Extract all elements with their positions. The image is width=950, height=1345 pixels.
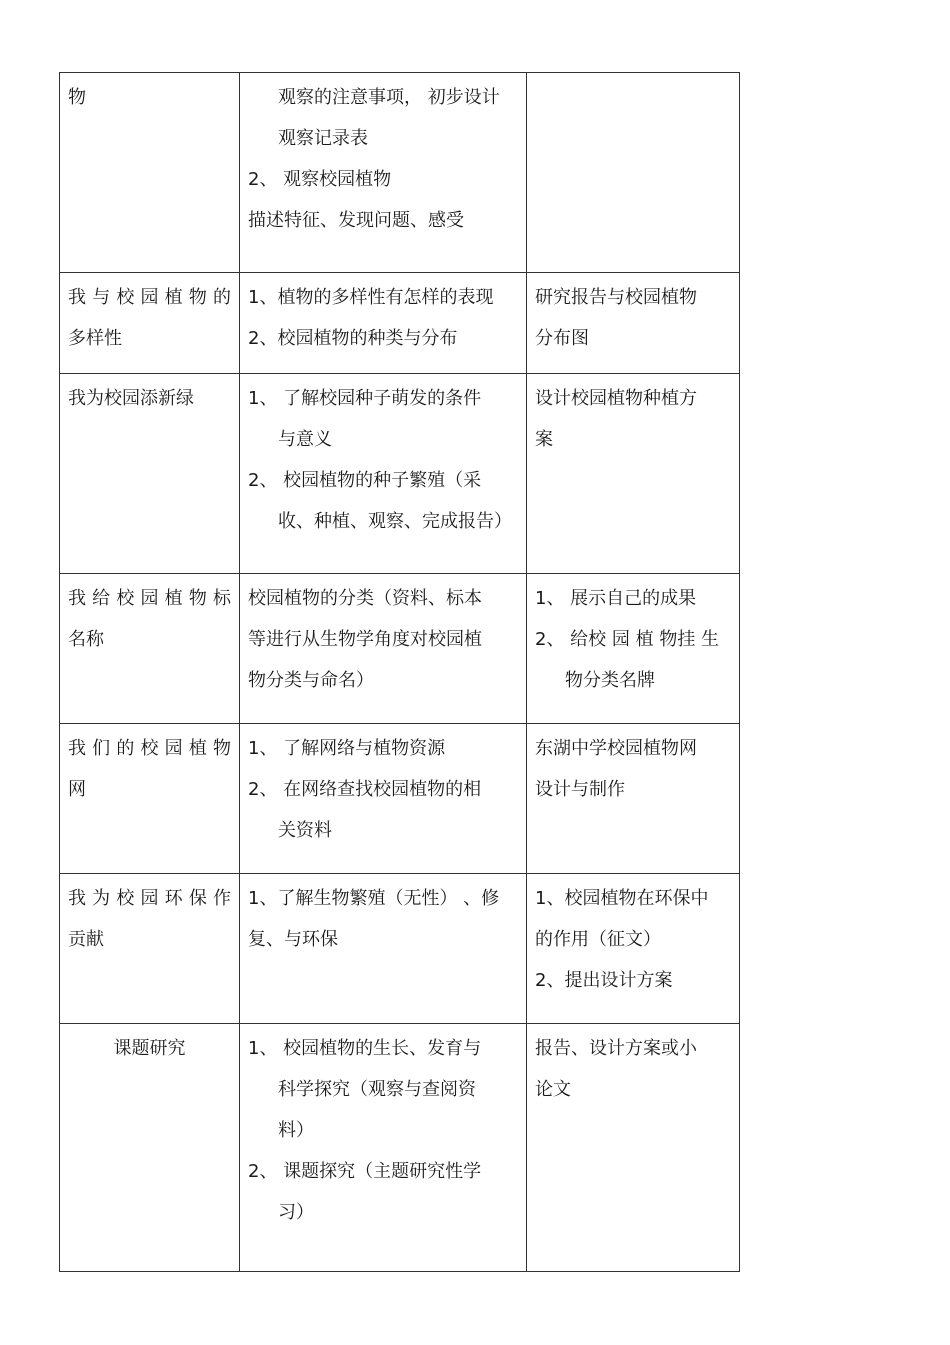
- topic-line: 多样性: [68, 328, 122, 349]
- content-line: 物分类与命名）: [248, 670, 374, 691]
- result-cell: [527, 574, 740, 724]
- content-line: 关资料: [278, 820, 332, 841]
- topic-line: 我与校园植物的: [68, 287, 231, 308]
- table-row: [60, 374, 740, 574]
- content-line: 观察的注意事项， 初步设计: [278, 87, 500, 108]
- topic-line: 课题研究: [113, 1038, 186, 1059]
- content-line: 2、校园植物的种类与分布: [248, 328, 458, 349]
- content-line: 2、 校园植物的种子繁殖（采: [248, 470, 482, 491]
- result-line: 的作用（征文）: [535, 929, 661, 950]
- result-line: 论文: [535, 1079, 571, 1100]
- result-line: 物分类名牌: [565, 670, 655, 691]
- topic-line: 网: [68, 779, 86, 800]
- topic-cell: [60, 73, 240, 273]
- content-line: 复、与环保: [248, 929, 338, 950]
- result-cell: [527, 374, 740, 574]
- plan-table: [59, 72, 740, 1272]
- topic-cell: [60, 1024, 240, 1272]
- result-line: 分布图: [535, 328, 589, 349]
- topic-cell: [60, 374, 240, 574]
- content-line: 习）: [278, 1202, 314, 1223]
- result-line: 案: [535, 429, 553, 450]
- result-line: 报告、设计方案或小: [535, 1038, 697, 1059]
- result-cell: [527, 1024, 740, 1272]
- topic-cell: [60, 273, 240, 374]
- content-line: 观察记录表: [278, 128, 368, 149]
- result-cell: [527, 273, 740, 374]
- content-line: 1、 了解网络与植物资源: [248, 738, 446, 759]
- result-line: 东湖中学校园植物网: [535, 738, 697, 759]
- result-cell: [527, 874, 740, 1024]
- topic-line: 名称: [68, 629, 104, 650]
- content-line: 2、 观察校园植物: [248, 169, 392, 190]
- content-line: 2、 在网络查找校园植物的相: [248, 779, 482, 800]
- result-line: 设计与制作: [535, 779, 625, 800]
- topic-line: 贡献: [68, 929, 104, 950]
- table-row: [60, 1024, 740, 1272]
- result-cell: [527, 724, 740, 874]
- topic-line: 物: [68, 87, 86, 108]
- content-cell: [240, 374, 527, 574]
- content-line: 收、种植、观察、完成报告）: [278, 511, 512, 532]
- content-line: 1、植物的多样性有怎样的表现: [248, 287, 494, 308]
- result-line: 1、校园植物在环保中: [535, 888, 709, 909]
- topic-line: 我为校园添新绿: [68, 388, 194, 409]
- table-row: [60, 574, 740, 724]
- content-line: 与意义: [278, 429, 332, 450]
- content-line: 校园植物的分类（资料、标本: [248, 588, 482, 609]
- table-row: [60, 73, 740, 273]
- content-line: 2、 课题探究（主题研究性学: [248, 1161, 482, 1182]
- content-line: 料）: [278, 1120, 314, 1141]
- content-line: 科学探究（观察与查阅资: [278, 1079, 476, 1100]
- topic-line: 我给校园植物标: [68, 588, 231, 609]
- content-line: 描述特征、发现问题、感受: [248, 210, 464, 231]
- table-row: [60, 724, 740, 874]
- result-line: 2、提出设计方案: [535, 970, 673, 991]
- topic-line: 我为校园环保作: [68, 888, 231, 909]
- result-cell: [527, 73, 740, 273]
- content-cell: [240, 874, 527, 1024]
- content-line: 等进行从生物学角度对校园植: [248, 629, 482, 650]
- topic-cell: [60, 724, 240, 874]
- content-cell: [240, 1024, 527, 1272]
- content-cell: [240, 574, 527, 724]
- content-line: 1、 校园植物的生长、发育与: [248, 1038, 482, 1059]
- table-row: [60, 273, 740, 374]
- result-line: 2、 给校 园 植 物挂 生: [535, 629, 720, 650]
- result-line: 研究报告与校园植物: [535, 287, 697, 308]
- result-line: 1、 展示自己的成果: [535, 588, 697, 609]
- content-cell: [240, 724, 527, 874]
- table-row: [60, 874, 740, 1024]
- content-cell: [240, 273, 527, 374]
- topic-cell: [60, 874, 240, 1024]
- content-line: 1、了解生物繁殖（无性） 、修: [248, 888, 500, 909]
- content-line: 1、 了解校园种子萌发的条件: [248, 388, 482, 409]
- topic-cell: [60, 574, 240, 724]
- result-line: 设计校园植物种植方: [535, 388, 697, 409]
- content-cell: [240, 73, 527, 273]
- topic-line: 我们的校园植物: [68, 738, 231, 759]
